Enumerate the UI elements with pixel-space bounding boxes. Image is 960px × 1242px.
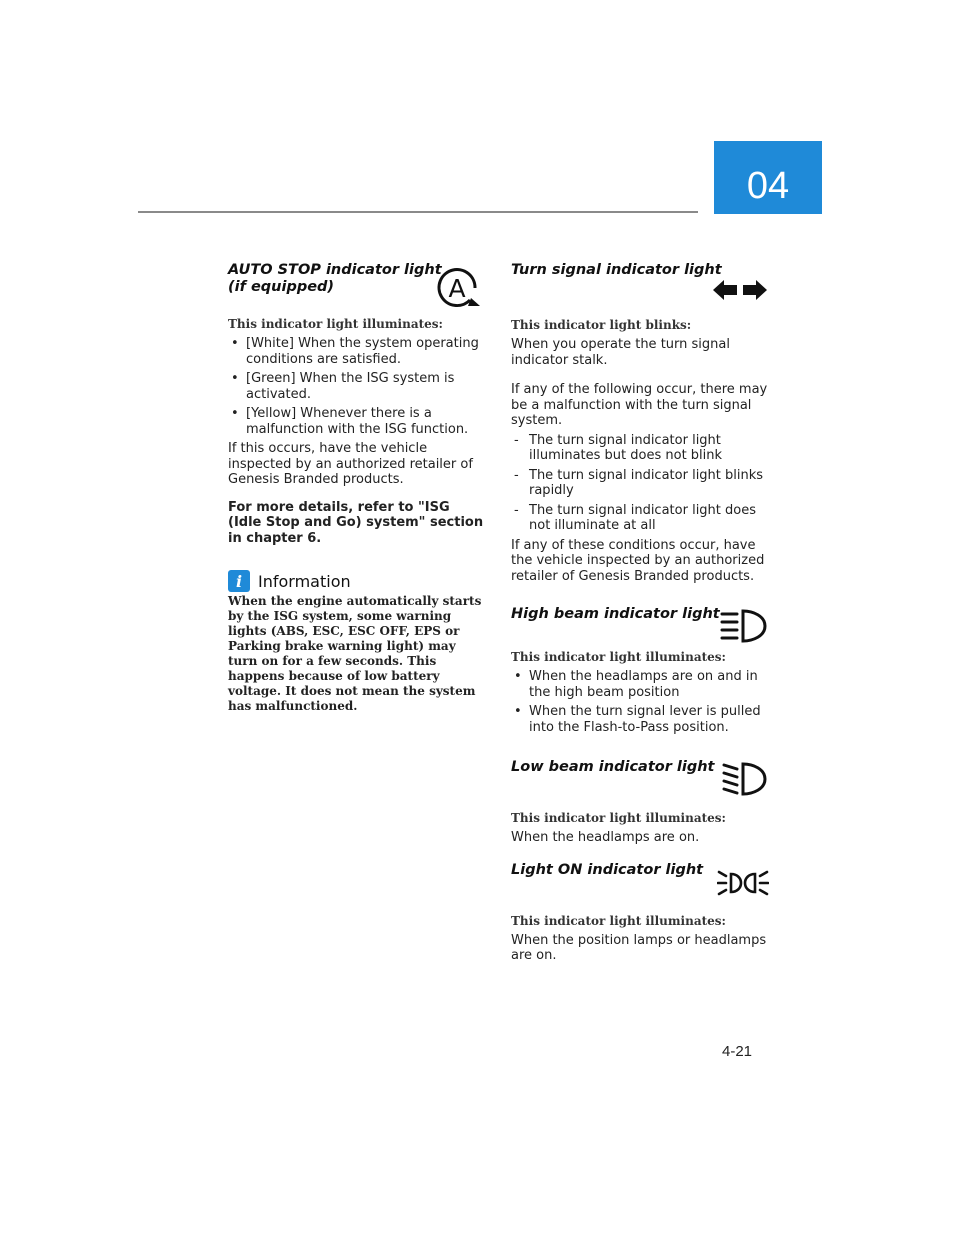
list-item: • [White] When the system operating conditions are satisfied. [228,336,486,367]
information-title: Information [258,571,351,591]
header-rule [138,211,698,213]
light-on-section [511,862,773,964]
auto-stop-title-line2: (if equipped) [228,279,335,295]
list-item: - The turn signal indicator light does not illuminate at all [511,503,773,534]
turn-signal-list [511,433,773,534]
auto-stop-lead: This indicator light illuminates: [228,317,443,331]
auto-stop-icon-letter: A [448,274,466,303]
list-item: - The turn signal indicator light illuminates but does not blink [511,433,773,464]
high-beam-icon [719,606,769,646]
auto-stop-paragraph: If this occurs, have the vehicle inspected by an authorized retailer of Genesis Branded products. [228,441,473,487]
high-beam-title: High beam indicator light [511,606,720,622]
information-box [228,570,486,714]
turn-signal-icon [713,278,767,302]
high-beam-lead: This indicator light illuminates: [511,650,726,664]
information-text: When the engine automatically starts by the ISG system, some warning lights (ABS, ESC, ESC OFF, EPS or Parking brake warning light) may turn on for a few seconds. This happens because of low battery voltage. It does not mean the system has malfunctioned. [228,594,482,713]
turn-signal-lead: This indicator light blinks: [511,318,692,332]
list-item: • When the turn signal lever is pulled into the Flash-to-Pass position. [511,704,773,735]
info-icon: i [228,570,250,592]
left-column [228,262,486,714]
light-on-title: Light ON indicator light [511,861,704,878]
low-beam-title: Low beam indicator light [511,759,715,775]
auto-stop-icon [432,266,482,310]
auto-stop-reference: For more details, refer to "ISG (Idle Stop and Go) system" section in chapter 6. [228,499,484,546]
list-item: • [Yellow] Whenever there is a malfunction with the ISG function. [228,406,486,437]
information-header [228,570,486,592]
turn-signal-paragraph-1: When you operate the turn signal indicator stalk. [511,337,730,368]
high-beam-section [511,606,773,735]
low-beam-section [511,759,773,846]
list-item: • [Green] When the ISG system is activated. [228,371,486,402]
light-on-lead: This indicator light illuminates: [511,913,726,928]
auto-stop-title-line1: AUTO STOP indicator light [228,262,442,278]
chapter-tab [714,141,822,214]
list-item: - The turn signal indicator light blinks rapidly [511,468,773,499]
turn-signal-paragraph-3: If any of these conditions occur, have the vehicle inspected by an authorized retailer of Genesis Branded products. [511,537,765,584]
low-beam-icon [719,759,769,799]
turn-signal-paragraph-2: If any of the following occur, there may be a malfunction with the turn signal system. [511,382,768,428]
auto-stop-list [228,336,486,437]
list-item: • When the headlamps are on and in the high beam position [511,669,773,700]
chapter-number: 04 [746,165,790,207]
page-number: 4-21 [722,1043,753,1060]
low-beam-paragraph: When the headlamps are on. [511,830,700,845]
right-column [511,262,773,964]
light-on-icon [717,866,769,900]
low-beam-lead: This indicator light illuminates: [511,811,726,825]
turn-signal-section [511,262,773,584]
auto-stop-section [228,262,486,546]
turn-signal-title: Turn signal indicator light [511,262,722,278]
high-beam-list [511,669,773,735]
light-on-paragraph: When the position lamps or headlamps are on. [511,932,767,963]
